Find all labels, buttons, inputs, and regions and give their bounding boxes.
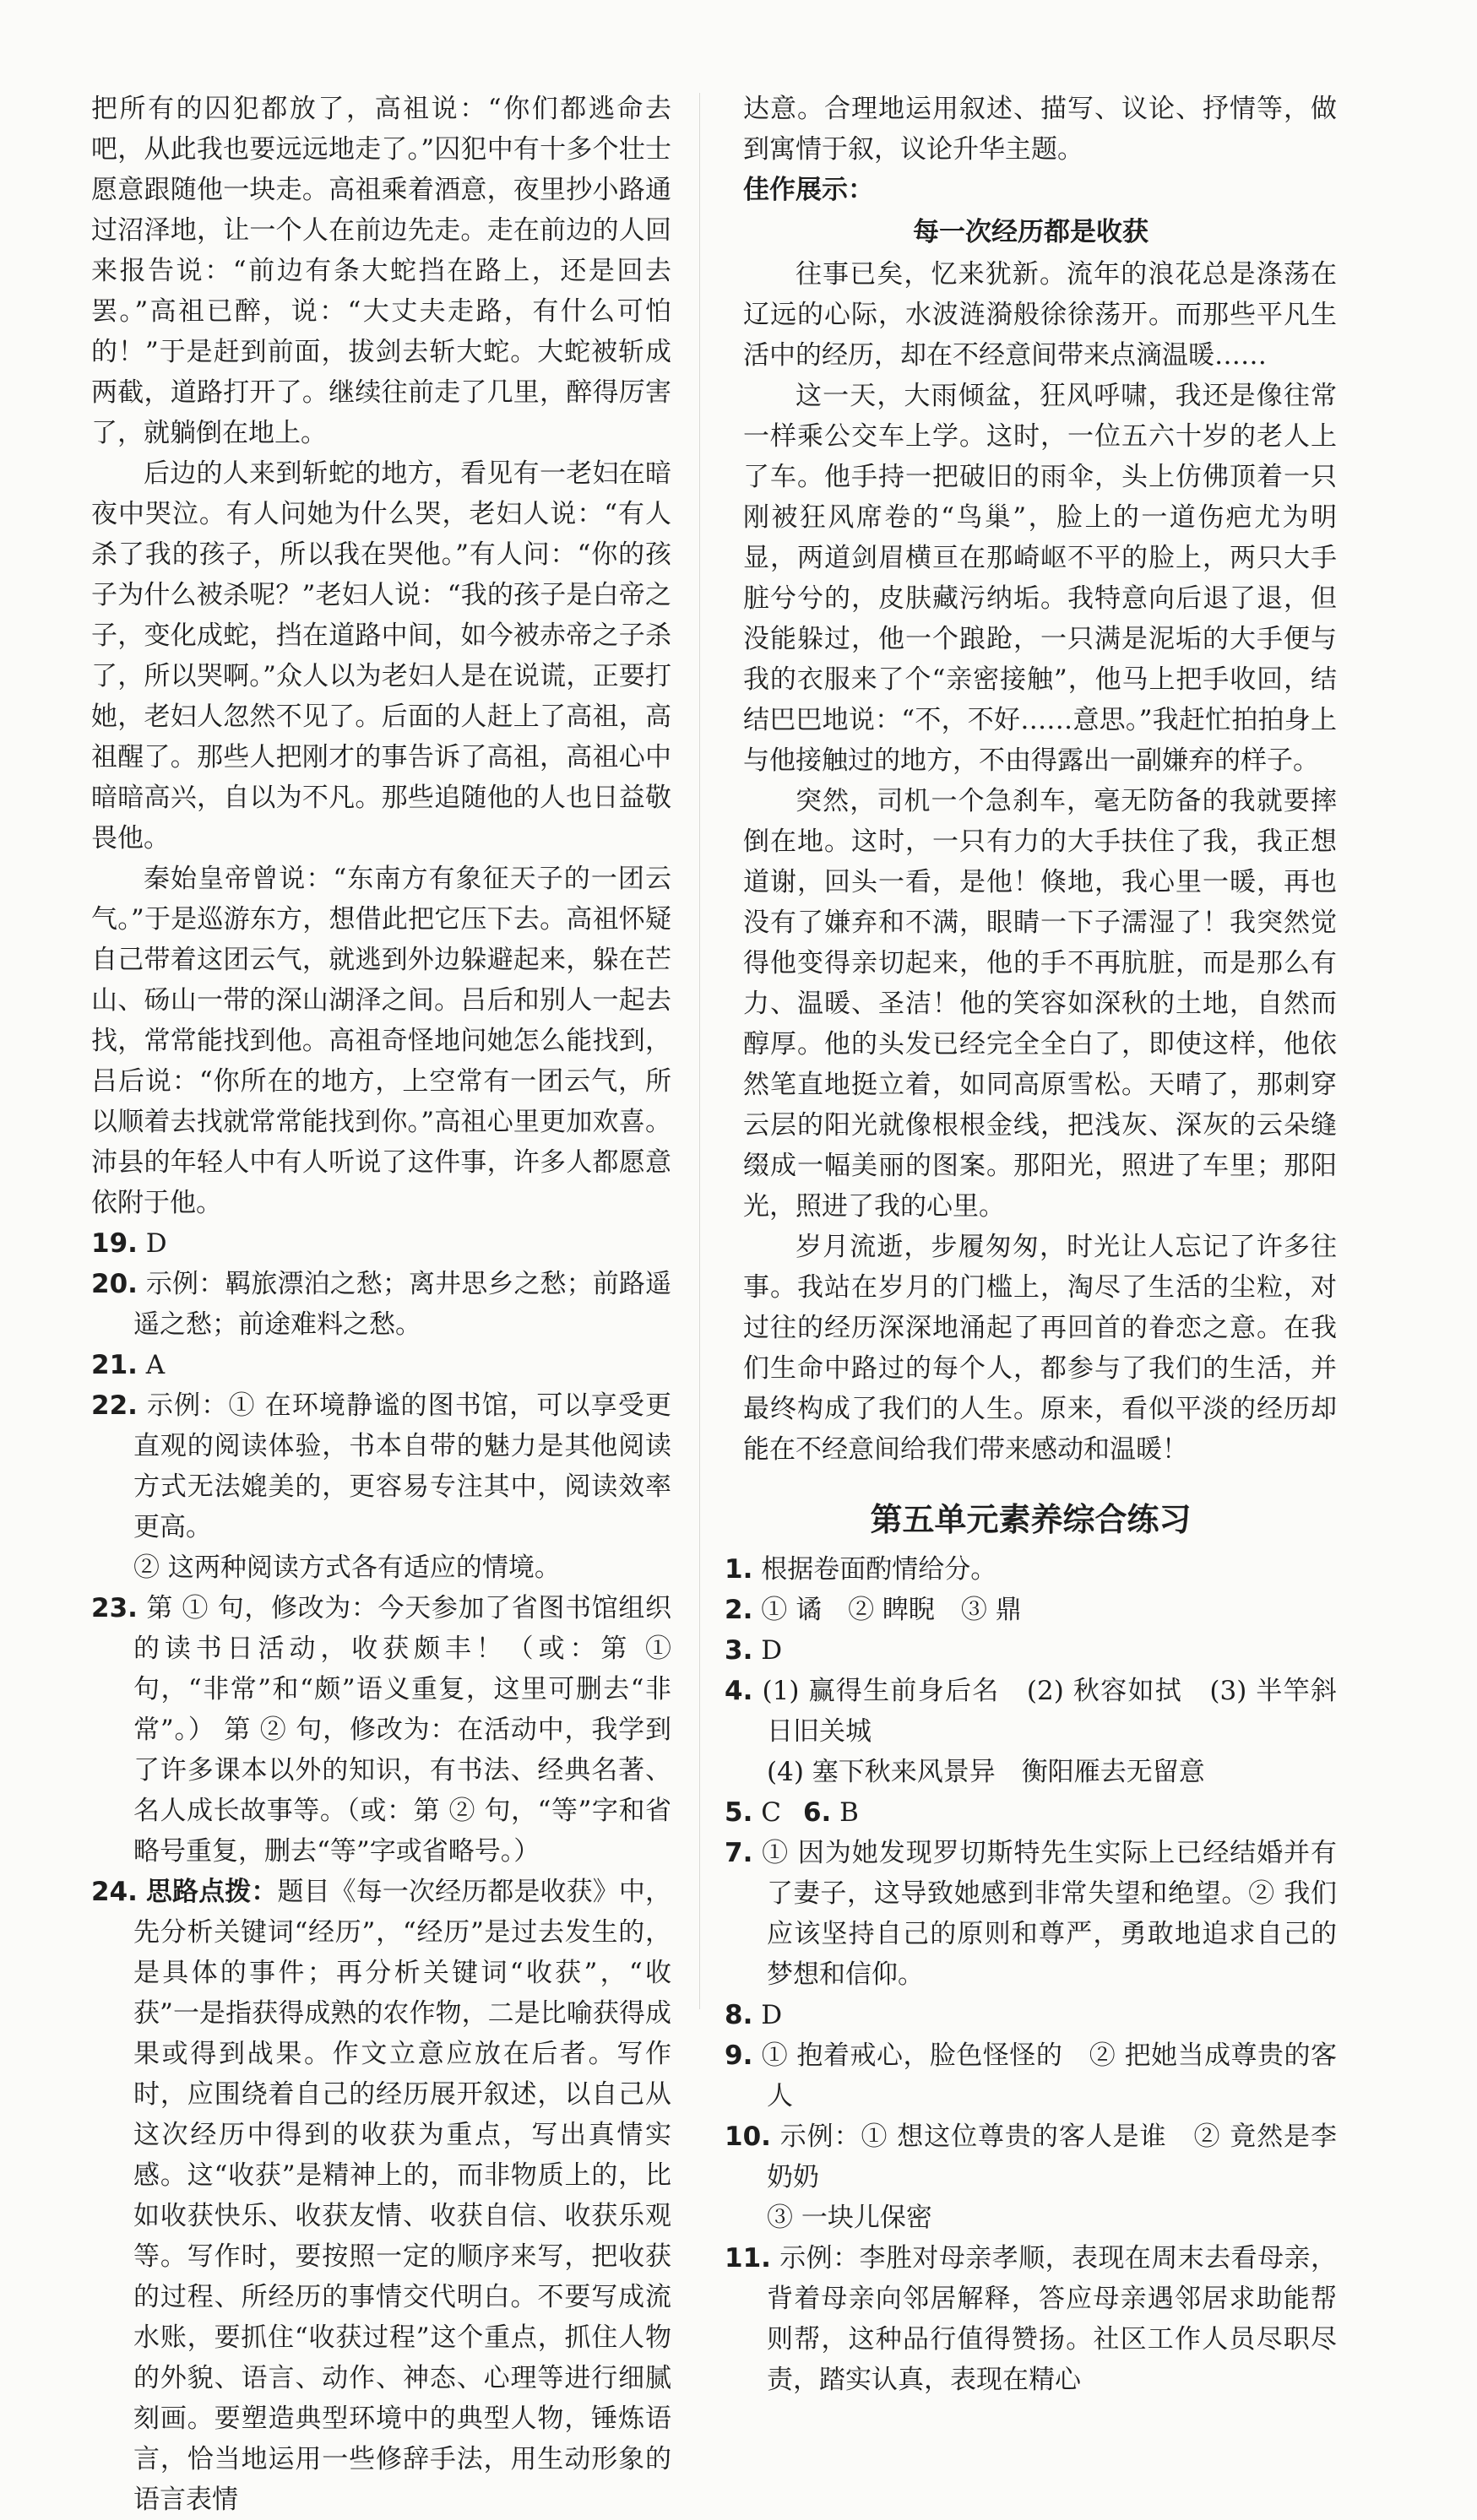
answer-number: 3. bbox=[725, 1635, 753, 1666]
essay-paragraph-3: 突然，司机一个急刹车，毫无防备的我就要摔倒在地。这时，一只有力的大手扶住了我，我正想道谢，回头一看，是他！倏地，我心里一暖，再也没有了嫌弃和不满，眼睛一下子濡湿了！我突然觉得他变得亲切起来，他的手不再肮脏，而是那么有力、温暖、圣洁！他的笑容如深秋的土地，自然而醇厚。他的头发已经完全全白了，即使这样，他依然笔直地挺立着，如同高原雪松。天晴了，那刺穿云层的阳光就像根根金线，把浅灰、深灰的云朵缝缀成一幅美丽的图案。那阳光，照进了车里；那阳光，照进了我的心里。 bbox=[743, 786, 1337, 1222]
unit-answer-10-part-2: ③ 一块儿保密 bbox=[767, 2203, 932, 2233]
unit-answer-5-6 bbox=[725, 1792, 1337, 1833]
answer-number-6: 6. bbox=[802, 1797, 832, 1828]
answer-text: 第 ① 句，修改为：今天参加了省图书馆组织的读书日活动，收获颇丰！（或：第 ① 句，“非常”和“颇”语义重复，这里可删去“非常”。） 第 ② 句，修改为：在活动中，我学到了许多课本以外的知识，有书法、经典名著、名人成长故事等。（或：第 ② 句，“等”字和省略号重复，删去“等”字或省略号。） bbox=[133, 1593, 671, 1867]
answer-text: D bbox=[761, 2000, 783, 2030]
answer-text-6: B bbox=[839, 1797, 859, 1828]
story-paragraph-3: 秦始皇帝曾说：“东南方有象征天子的一团云气。”于是巡游东方，想借此把它压下去。高祖怀疑自己带着这团云气，就逃到外边躲避起来，躲在芒山、砀山一带的深山湖泽之间。吕后和别人一起去找，常常能找到他。高祖奇怪地问她怎么能找到，吕后说：“你所在的地方，上空常有一团云气，所以顺着去找就常常能找到你。”高祖心里更加欢喜。沛县的年轻人中有人听说了这件事，许多人都愿意依附于他。 bbox=[91, 864, 671, 1218]
answer-22-part-2: ② 这两种阅读方式各有适应的情境。 bbox=[133, 1553, 561, 1583]
answer-text: 示例：① 想这位尊贵的客人是谁 ② 竟然是李奶奶 bbox=[767, 2122, 1337, 2192]
answer-text: ① 因为她发现罗切斯特先生实际上已经结婚并有了妻子，这导致她感到非常失望和绝望。② 我们应该坚持自己的原则和尊严，勇敢地追求自己的梦想和信仰。 bbox=[762, 1838, 1337, 1990]
unit-title: 第五单元素养综合练习 bbox=[870, 1501, 1192, 1538]
unit-answer-1 bbox=[725, 1549, 1337, 1590]
essay-paragraph-4: 岁月流逝，步履匆匆，时光让人忘记了许多往事。我站在岁月的门槛上，淘尽了生活的尘粒，对过往的经历深深地涌起了再回首的眷恋之意。在我们生命中路过的每个人，都参与了我们的生活，并最终构成了我们的人生。原来，看似平淡的经历却能在不经意间给我们带来感动和温暖！ bbox=[743, 1232, 1337, 1465]
answer-label: 思路点拨： bbox=[145, 1877, 278, 1907]
story-paragraph-2: 后边的人来到斩蛇的地方，看见有一老妇在暗夜中哭泣。有人问她为什么哭，老妇人说：“有人杀了我的孩子，所以我在哭他。”有人问：“你的孩子为什么被杀呢？”老妇人说：“我的孩子是白帝之子，变化成蛇，挡在道路中间，如今被赤帝之子杀了，所以哭啊。”众人以为老妇人是在说谎，正要打她，老妇人忽然不见了。后面的人赶上了高祖，高祖醒了。那些人把刚才的事告诉了高祖，高祖心中暗暗高兴，自以为不凡。那些追随他的人也日益敬畏他。 bbox=[91, 458, 671, 854]
answer-text: D bbox=[145, 1228, 167, 1259]
answer-19 bbox=[91, 1223, 671, 1264]
answer-text: (1) 赢得生前身后名 (2) 秋容如拭 (3) 半竿斜日旧关城 bbox=[762, 1676, 1338, 1747]
answer-text: 题目《每一次经历都是收获》中，先分析关键词“经历”，“经历”是过去发生的，是具体的事件；再分析关键词“收获”，“收获”一是指获得成熟的农作物，二是比喻获得成果或得到战果。作文立意应放在后者。写作时，应围绕着自己的经历展开叙述，以自己从这次经历中得到的收获为重点，写出真情实感。这“收获”是精神上的，而非物质上的，比如收获快乐、收获友情、收获自信、收获乐观等。写作时，要按照一定的顺序来写，把收获的过程、所经历的事情交代明白。不要写成流水账，要抓住“收获过程”这个重点，抓住人物的外貌、语言、动作、神态、心理等进行细腻刻画。要塑造典型环境中的典型人物，锤炼语言，恰当地运用一些修辞手法，用生动形象的语言表情 bbox=[133, 1877, 672, 2515]
answer-number: 5. bbox=[725, 1797, 753, 1828]
answer-text: C bbox=[761, 1797, 781, 1828]
answer-22 bbox=[91, 1385, 671, 1547]
right-column bbox=[725, 89, 1337, 2400]
unit-answer-4 bbox=[725, 1671, 1337, 1752]
essay-title: 每一次经历都是收获 bbox=[913, 217, 1148, 247]
answer-number: 20. bbox=[91, 1269, 138, 1299]
answer-number: 2. bbox=[725, 1595, 753, 1625]
answer-number: 4. bbox=[725, 1676, 753, 1706]
unit-answer-10 bbox=[725, 2116, 1337, 2198]
column-divider bbox=[699, 93, 700, 2009]
answer-number: 10. bbox=[725, 2122, 771, 2152]
essay-paragraph-1: 往事已矣，忆来犹新。流年的浪花总是涤荡在辽远的心际，水波涟漪般徐徐荡开。而那些平凡生活中的经历，却在不经意间带来点滴温暖…… bbox=[743, 259, 1337, 371]
answer-text: D bbox=[761, 1635, 783, 1666]
answer-number: 8. bbox=[725, 2000, 753, 2030]
unit-answer-3 bbox=[725, 1630, 1337, 1671]
answer-text: 根据卷面酌情给分。 bbox=[761, 1554, 997, 1585]
answer-number: 9. bbox=[725, 2040, 753, 2071]
answer-text: 示例：① 在环境静谧的图书馆，可以享受更直观的阅读体验，书本自带的魅力是其他阅读方式无法媲美的，更容易专注其中，阅读效率更高。 bbox=[133, 1390, 671, 1542]
answer-24 bbox=[91, 1872, 671, 2520]
answer-number: 7. bbox=[725, 1838, 753, 1868]
answer-text: 示例：李胜对母亲孝顺，表现在周末去看母亲，背着母亲向邻居解释，答应母亲遇邻居求助能帮则帮，这种品行值得赞扬。社区工作人员尽职尽责，踏实认真，表现在精心 bbox=[767, 2243, 1337, 2395]
answer-24-continued: 达意。合理地运用叙述、描写、议论、抒情等，做到寓情于叙，议论升华主题。 bbox=[743, 94, 1337, 165]
answer-number: 22. bbox=[91, 1390, 138, 1421]
essay-paragraph-2: 这一天，大雨倾盆，狂风呼啸，我还是像往常一样乘公交车上学。这时，一位五六十岁的老人上了车。他手持一把破旧的雨伞，头上仿佛顶着一只刚被狂风席卷的“鸟巢”，脸上的一道伤疤尤为明显，两道剑眉横亘在那崎岖不平的脸上，两只大手脏兮兮的，皮肤藏污纳垢。我特意向后退了退，但没能躲过，他一个踉跄，一只满是泥垢的大手便与我的衣服来了个“亲密接触”，他马上把手收回，结结巴巴地说：“不，不好……意思。”我赶忙拍拍身上与他接触过的地方，不由得露出一副嫌弃的样子。 bbox=[743, 381, 1337, 776]
unit-answer-11 bbox=[725, 2238, 1337, 2400]
unit-answer-9 bbox=[725, 2035, 1337, 2116]
answer-number: 11. bbox=[725, 2243, 771, 2273]
answer-20 bbox=[91, 1264, 671, 1345]
answer-23 bbox=[91, 1588, 671, 1872]
answer-text: A bbox=[145, 1350, 166, 1380]
answer-number: 23. bbox=[91, 1593, 138, 1623]
answer-text: 示例：羁旅漂泊之愁；离井思乡之愁；前路遥遥之愁；前途难料之愁。 bbox=[133, 1269, 671, 1340]
answer-number: 1. bbox=[725, 1554, 753, 1585]
answer-number: 19. bbox=[91, 1228, 138, 1259]
unit-answer-7 bbox=[725, 1833, 1337, 1995]
answer-text: ① 抱着戒心，脸色怪怪的 ② 把她当成尊贵的客人 bbox=[761, 2040, 1337, 2111]
answer-number: 24. bbox=[91, 1877, 138, 1907]
unit-answer-4-part-2: (4) 塞下秋来风景异 衡阳雁去无留意 bbox=[767, 1757, 1205, 1787]
answer-21 bbox=[91, 1345, 671, 1385]
answer-number: 21. bbox=[91, 1350, 138, 1380]
story-paragraph-1: 把所有的囚犯都放了，高祖说：“你们都逃命去吧，从此我也要远远地走了。”囚犯中有十多个壮士愿意跟随他一块走。高祖乘着酒意，夜里抄小路通过沼泽地，让一个人在前边先走。走在前边的人回来报告说：“前边有条大蛇挡在路上，还是回去罢。”高祖已醉，说：“大丈夫走路，有什么可怕的！”于是赶到前面，拔剑去斩大蛇。大蛇被斩成两截，道路打开了。继续往前走了几里，醉得厉害了，就躺倒在地上。 bbox=[91, 94, 671, 448]
left-column bbox=[91, 89, 671, 2520]
answer-text: ① 谲 ② 睥睨 ③ 鼎 bbox=[761, 1595, 1022, 1625]
showcase-label: 佳作展示： bbox=[743, 175, 874, 205]
unit-answer-8 bbox=[725, 1995, 1337, 2035]
unit-answer-2 bbox=[725, 1590, 1337, 1630]
